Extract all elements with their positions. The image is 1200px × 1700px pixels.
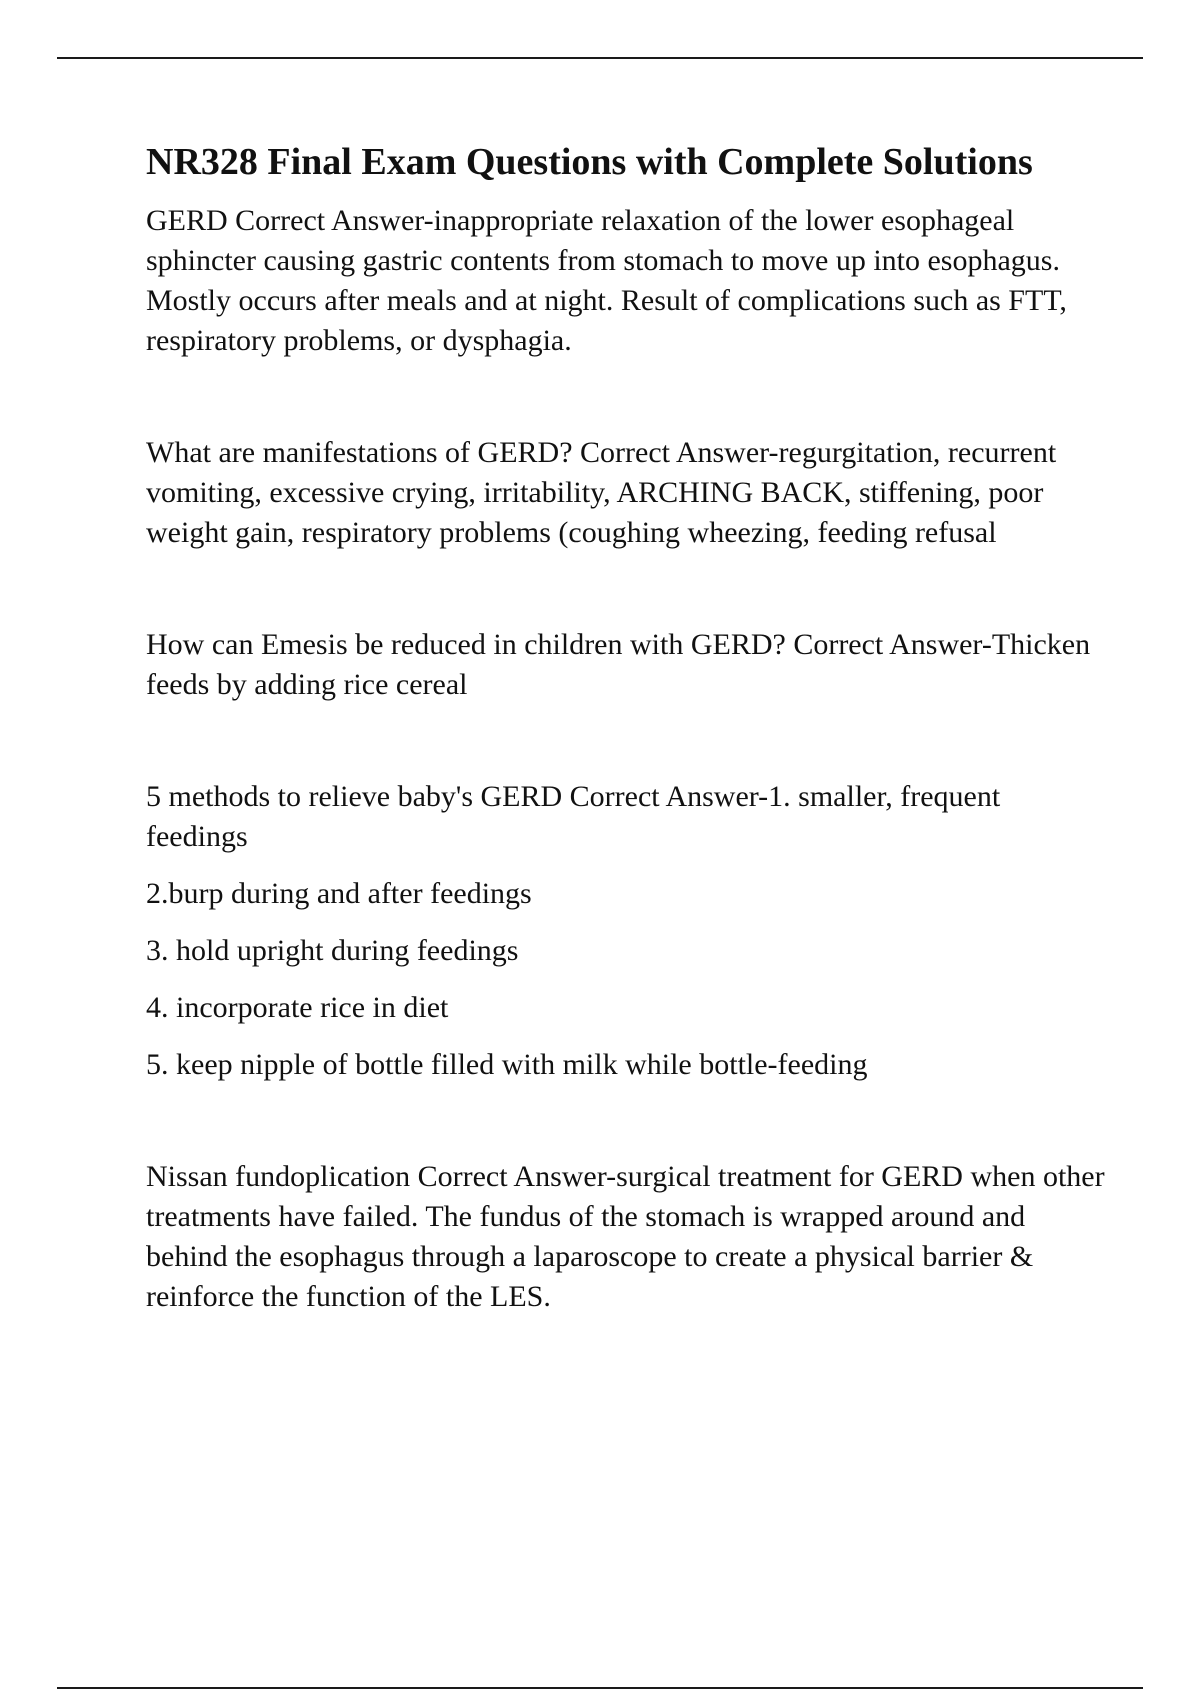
emesis-reduction-paragraph: How can Emesis be reduced in children with GERD? Correct Answer-Thicken feeds by adding rice cereal [146,628,1091,702]
document-body [146,138,1106,1317]
relief-step-4: 4. incorporate rice in diet [146,991,449,1025]
footer-rule [57,1687,1143,1689]
relief-step-5: 5. keep nipple of bottle filled with milk while bottle-feeding [146,1048,868,1082]
relief-step-2: 2.burp during and after feedings [146,877,532,911]
header-rule [57,57,1143,59]
gerd-manifestations-paragraph: What are manifestations of GERD? Correct Answer-regurgitation, recurrent vomiting, excessive crying, irritability, ARCHING BACK, stiffening, poor weight gain, respiratory problems (coughing wheezing, feeding refusal [146,436,1057,550]
relief-methods-paragraph: 5 methods to relieve baby's GERD Correct Answer-1. smaller, frequent feedings [146,780,1001,854]
gerd-definition-paragraph: GERD Correct Answer-inappropriate relaxation of the lower esophageal sphincter causing gastric contents from stomach to move up into esophagus. Mostly occurs after meals and at night. Result of complications such as FTT, respiratory problems, or dysphagia. [146,204,1067,358]
relief-step-3: 3. hold upright during feedings [146,934,519,968]
document-title: NR328 Final Exam Questions with Complete Solutions [146,141,1033,183]
nissan-fundoplication-paragraph: Nissan fundoplication Correct Answer-surgical treatment for GERD when other treatments have failed. The fundus of the stomach is wrapped around and behind the esophagus through a laparoscope to create a physical barrier & reinforce the function of the LES. [146,1160,1105,1314]
